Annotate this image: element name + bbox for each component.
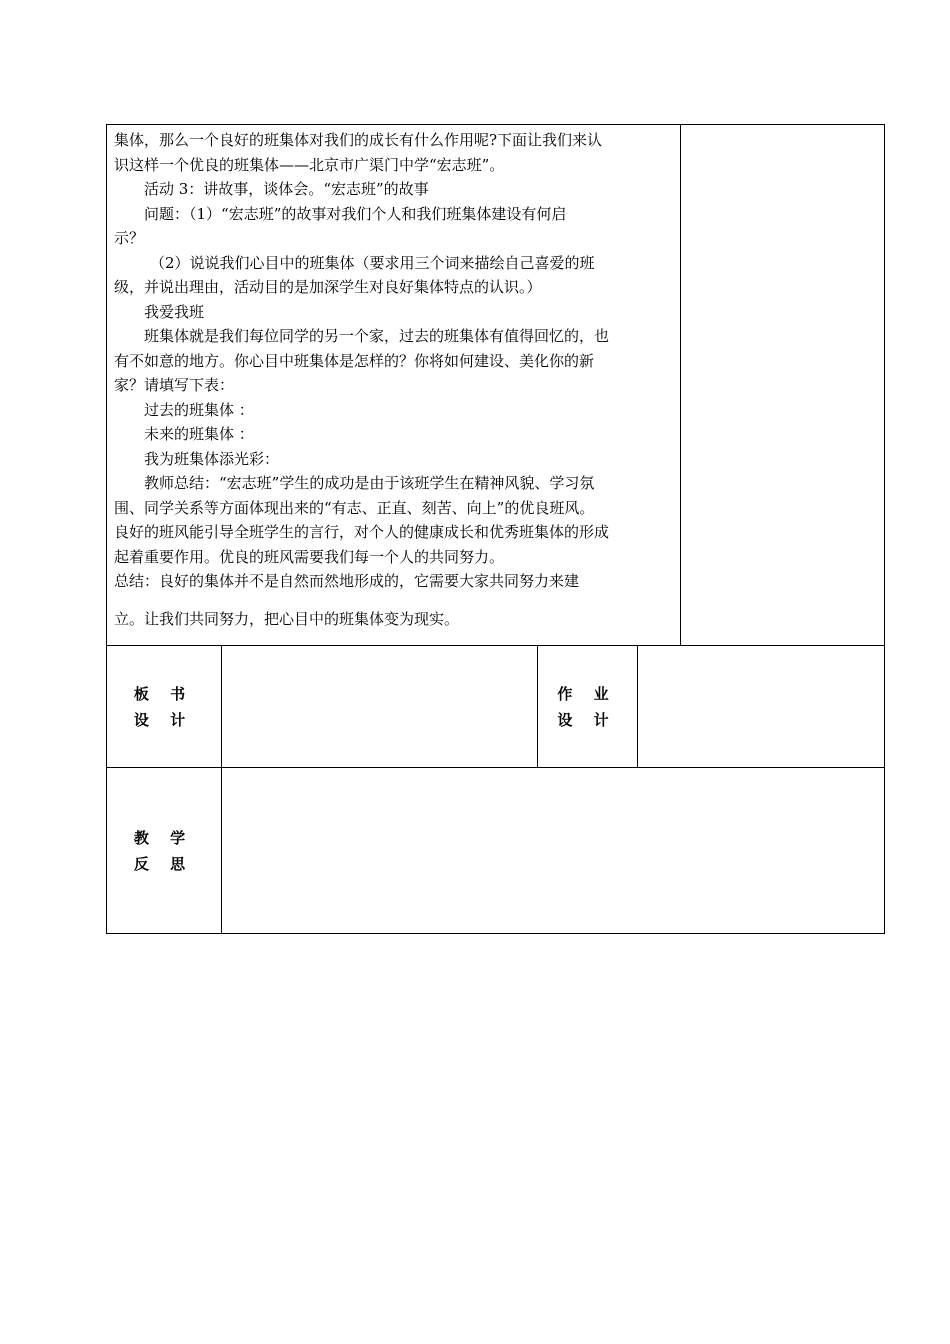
content-line: （2）说说我们心目中的班集体（要求用三个词来描绘自己喜爱的班 (150, 253, 595, 272)
top-row-divider (680, 124, 681, 646)
homework-design-label-line2: 设 计 (557, 711, 617, 729)
content-line: 我为班集体添光彩： (144, 449, 280, 468)
content-line: 立。让我们共同努力，把心目中的班集体变为现实。 (114, 609, 460, 628)
board-design-label (106, 681, 221, 733)
content-line: 我爱我班 (144, 302, 205, 321)
homework-label-right-divider (637, 645, 638, 768)
board-design-label-line2: 设 计 (133, 711, 194, 729)
content-line: 活动 3：讲故事，谈体会。“宏志班”的故事 (144, 180, 429, 198)
homework-design-label (537, 681, 637, 733)
content-line: 问题：（1）“宏志班”的故事对我们个人和我们班集体建设有何启 (144, 204, 567, 223)
teaching-reflection-label-line2: 反 思 (133, 855, 194, 873)
content-line: 教师总结：“宏志班”学生的成功是由于该班学生在精神风貌、学习氛 (144, 474, 595, 492)
content-line: 示？ (114, 229, 145, 247)
content-line: 有不如意的地方。你心目中班集体是怎样的？你将如何建设、美化你的新 (114, 351, 595, 370)
row-divider-1 (106, 645, 885, 646)
content-line: 班集体就是我们每位同学的另一个家，过去的班集体有值得回忆的，也 (144, 327, 610, 345)
content-line: 起着重要作用。优良的班风需要我们每一个人的共同努力。 (114, 547, 505, 566)
lesson-content (114, 128, 676, 631)
teaching-reflection-label (106, 825, 221, 877)
content-line: 识这样一个优良的班集体——北京市广渠门中学“宏志班”。 (114, 155, 505, 174)
content-line: 家？请填写下表： (114, 376, 235, 394)
row-divider-2 (106, 767, 885, 768)
label-column-divider (221, 645, 222, 934)
content-line: 集体，那么一个良好的班集体对我们的成长有什么作用呢?下面让我们来认 (114, 131, 603, 149)
content-line: 总结：良好的集体并不是自然而然地形成的，它需要大家共同努力来建 (114, 572, 580, 590)
board-design-label-line1: 板 书 (133, 685, 194, 703)
content-line: 级，并说出理由，活动目的是加深学生对良好集体特点的认识。） (114, 278, 542, 296)
homework-design-label-line1: 作 业 (557, 685, 617, 703)
teaching-reflection-label-line1: 教 学 (133, 829, 194, 847)
content-line: 未来的班集体 ： (144, 425, 254, 443)
content-line: 围、同学关系等方面体现出来的“有志、正直、刻苦、向上”的优良班风。 (114, 498, 595, 517)
content-line: 良好的班风能引导全班学生的言行，对个人的健康成长和优秀班集体的形成 (114, 523, 610, 541)
content-line: 过去的班集体 ： (144, 400, 254, 419)
